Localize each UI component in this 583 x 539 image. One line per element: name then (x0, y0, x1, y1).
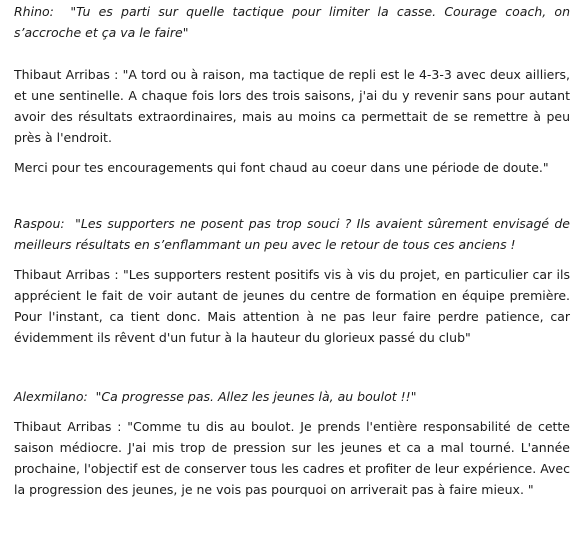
question-paragraph (14, 1, 570, 43)
answer-paragraph (14, 264, 570, 348)
answer-text: Merci pour tes encouragements qui font chaud au coeur dans une période de doute." (14, 160, 549, 175)
question-author: Alexmilano: (14, 389, 88, 404)
question-author: Rhino: (14, 4, 54, 19)
answer-text: "A tord ou à raison, ma tactique de repli est le 4-3-3 avec deux ailliers, et une sentinelle. A chaque fois lors des trois saisons, j'ai du y revenir sans pour autant avoir des résultats extraordinaires, mais au moins ca permettait de se remettre à peu près à l'endroit. (14, 67, 570, 145)
question-text: "Tu es parti sur quelle tactique pour limiter la casse. Courage coach, on s’accroche et ça va le faire" (14, 4, 571, 40)
answer-paragraph (14, 157, 570, 178)
answer-text: "Comme tu dis au boulot. Je prends l'entière responsabilité de cette saison médiocre. J'ai mis trop de pression sur les jeunes et ca a mal tourné. L'année prochaine, l'objectif est de conserver tous les cadres et profiter de leur expérience. Avec la progression des jeunes, je ne vois pas pourquoi on arriverait pas à faire mieux. " (14, 419, 570, 497)
question-text: "Les supporters ne posent pas trop souci ? Ils avaient sûrement envisagé de meilleurs résultats en s’enflammant un peu avec le retour de tous ces anciens ! (14, 216, 570, 252)
question-author: Raspou: (14, 216, 65, 231)
answer-author: Thibaut Arribas : (14, 267, 119, 282)
answer-author: Thibaut Arribas : (14, 419, 122, 434)
interview-document (14, 0, 570, 500)
answer-author: Thibaut Arribas : (14, 67, 119, 82)
question-paragraph (14, 386, 570, 407)
answer-paragraph (14, 416, 570, 500)
question-text: "Ca progresse pas. Allez les jeunes là, au boulot !!" (95, 389, 417, 404)
answer-text: "Les supporters restent positifs vis à vis du projet, en particulier car ils apprécient le fait de voir autant de jeunes du centre de formation en équipe première. Pour l'instant, ca tient donc. Mais attention à ne pas leur faire perdre patience, car évidemment ils rêvent d'un futur à la hauteur du glorieux passé du club" (14, 267, 570, 345)
answer-paragraph (14, 64, 570, 148)
question-paragraph (14, 213, 570, 255)
